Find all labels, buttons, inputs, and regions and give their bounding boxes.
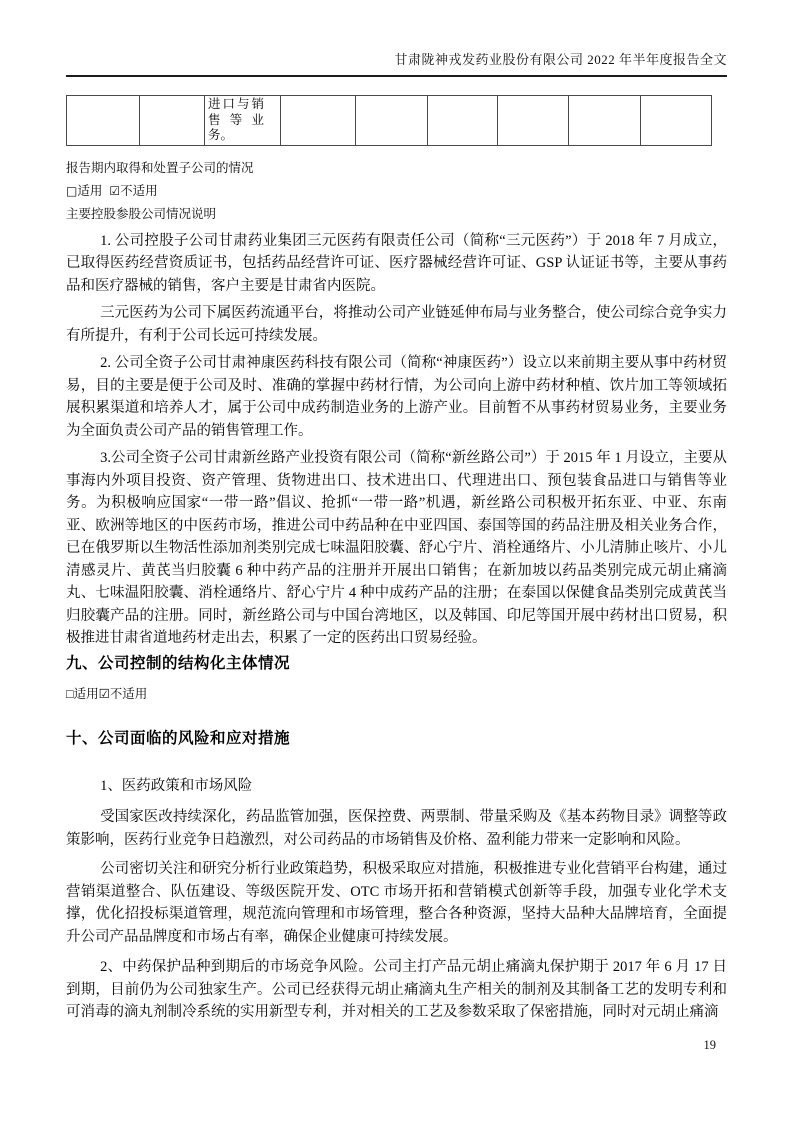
- header-title: 甘肃陇神戎发药业股份有限公司 2022 年半年度报告全文: [394, 52, 727, 67]
- checkbox-checked-icon: ☑: [109, 183, 121, 198]
- checkbox-unchecked-icon: □: [66, 183, 78, 198]
- paragraph-subsidiary-3: 2. 公司全资子公司甘肃神康医药科技有限公司（简称“神康医药”）设立以来前期主要从事中药材贸易，目的主要是便于公司及时、准确的掌握中药材行情，为公司向上游中药材种植、饮片加工等领域拓展积累渠道和培养人才，属于公司中成药制造业务的上游产业。目前暂不从事药材贸易业务，主要业务为全面负责公司产品的销售管理工作。: [66, 355, 727, 439]
- header-rule: [66, 75, 727, 77]
- checkbox-unchecked-icon: □: [66, 686, 74, 701]
- paragraph-subsidiary-4: 3.公司全资子公司甘肃新丝路产业投资有限公司（简称“新丝路公司”）于 2015 年 1 月设立，主要从事海内外项目投资、资产管理、货物进出口、技术进出口、代理进出口、预包装食品进口与销售等业务。为积极响应国家“一带一路”倡议、抢抓“一带一路”机遇，新丝路公司积极开拓东亚、中亚、东南亚、欧洲等地区的中医药市场，推进公司中药品种在中亚四国、泰国等国的药品注册及相关业务合作，已在俄罗斯以生物活性添加剂类别完成七味温阳胶囊、舒心宁片、消栓通络片、小儿清肺止咳片、小儿清感灵片、黄芪当归胶囊 6 种中药产品的注册并开展出口销售；在新加坡以药品类别完成元胡止痛滴丸、七味温阳胶囊、消栓通络片、舒心宁片 4 种中成药产品的注册；在泰国以保健食品类别完成黄芪当归胶囊产品的注册。同时，新丝路公司与中国台湾地区，以及韩国、印尼等国开展中药材出口贸易，积极推进甘肃省道地药材走出去，积累了一定的医药出口贸易经验。: [66, 450, 727, 646]
- acquisition-note: 报告期内取得和处置子公司的情况: [66, 160, 254, 175]
- applicability-line-1: [66, 184, 727, 198]
- table-cell: [67, 96, 140, 146]
- paragraph-risk-response: 公司密切关注和研究分析行业政策趋势，积极采取应对措施，积极推进专业化营销平台构建，通过营销渠道整合、队伍建设、等级医院开发、OTC 市场开拓和营销模式创新等手段，加强专业化学术支撑，优化招投标渠道管理，规范流向管理和市场管理，整合各种资源，坚持大品种大品牌培育，全面提升公司产品品牌度和市场占有率，确保企业健康可持续发展。: [66, 861, 727, 945]
- applicable-label: 适用: [77, 183, 103, 198]
- table-cell: [569, 96, 641, 146]
- not-applicable-label: 不适用: [109, 686, 148, 701]
- table-cell: [641, 96, 712, 146]
- subsidiary-table-fragment: [66, 95, 712, 146]
- applicability-line-2: [66, 687, 727, 701]
- page-header: [66, 52, 727, 68]
- paragraph-risk-policy: 受国家医改持续深化，药品监管加强，医保控费、两票制、带量采购及《基本药物目录》调整等政策影响，医药行业竞争日趋激烈，对公司药品的市场销售及价格、盈利能力带来一定影响和风险。: [66, 809, 727, 848]
- table-cell: [498, 96, 569, 146]
- paragraph-subsidiary-1: 1. 公司控股子公司甘肃药业集团三元医药有限责任公司（简称“三元医药”）于 2018 年 7 月成立，已取得医药经营资质证书，包括药品经营许可证、医疗器械经营许可证、GSP 认证证书等，主要从事药品和医疗器械的销售，客户主要是甘肃省内医院。: [66, 232, 727, 294]
- risk-item-1-title: 1、医药政策和市场风险: [100, 777, 253, 794]
- table-cell: [356, 96, 428, 146]
- table-cell: [140, 96, 205, 146]
- applicable-label: 适用: [73, 686, 99, 701]
- table-cell: [281, 96, 356, 146]
- table-cell: [205, 96, 281, 146]
- table-cell: [428, 96, 498, 146]
- table-cell-text: 进口与销售等业务。: [208, 97, 264, 142]
- paragraph-risk-protection: 2、中药保护品种到期后的市场竞争风险。公司主打产品元胡止痛滴丸保护期于 2017 年 6 月 17 日到期，目前仍为公司独家生产。公司已经获得元胡止痛滴丸生产相关的制剂及其制备工艺的发明专利和可消毒的滴丸剂制冷系统的实用新型专利，并对相关的工艺及参数采取了保密措施，同时对元胡止痛滴: [66, 959, 727, 1020]
- page-number: 19: [703, 1038, 716, 1052]
- checkbox-checked-icon: ☑: [98, 686, 110, 701]
- paragraph-subsidiary-2: 三元医药为公司下属医药流通平台，将推动公司产业链延伸布局与业务整合，使公司综合竞争实力有所提升，有利于公司长远可持续发展。: [66, 305, 727, 344]
- section-ten-heading: 十、公司面临的风险和应对措施: [66, 729, 291, 747]
- table-row: [67, 96, 712, 146]
- holding-note: 主要控股参股公司情况说明: [66, 206, 217, 221]
- section-nine-heading: 九、公司控制的结构化主体情况: [66, 654, 291, 672]
- not-applicable-label: 不适用: [120, 183, 158, 198]
